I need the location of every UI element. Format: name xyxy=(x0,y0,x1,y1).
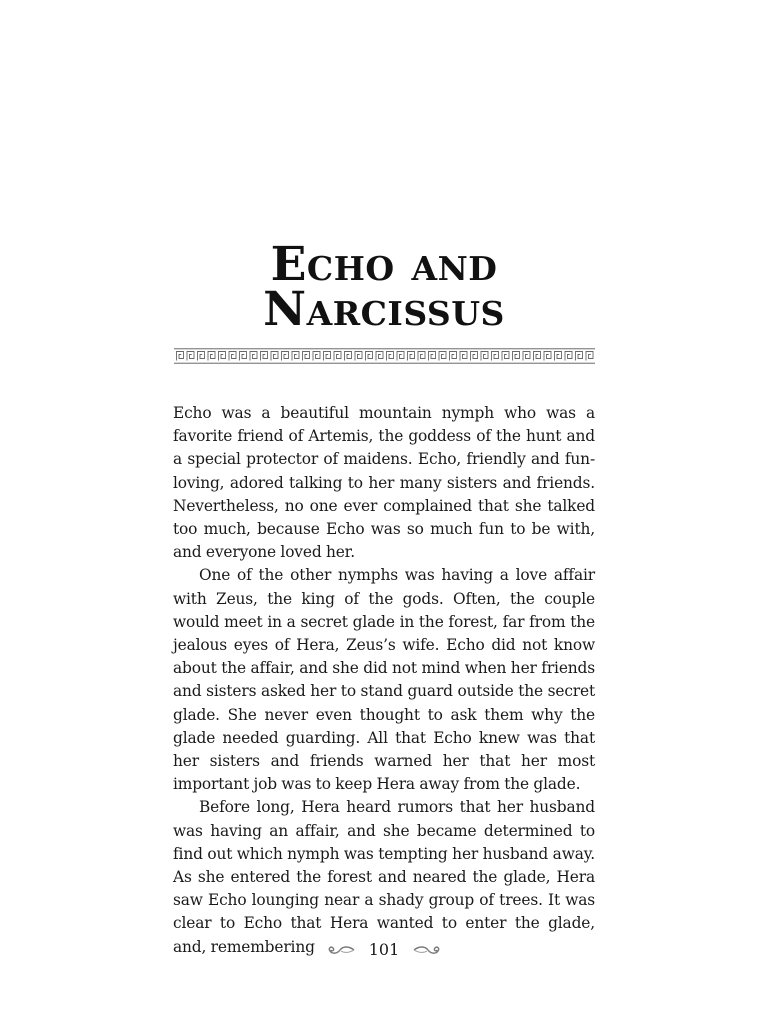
chapter-title xyxy=(0,237,768,337)
greek-key-border-icon xyxy=(174,348,595,364)
body-paragraph-1: Echo was a beautiful mountain nymph who was a favorite friend of Artemis, the goddess of the hunt and a special protector of maidens. Echo, friendly and fun-loving, adored talking to her many sisters and friends. Nevertheless, no one ever complained that she talked too much, because Echo was so much fun to be with, and everyone loved her. xyxy=(173,404,595,562)
chapter-body xyxy=(173,402,595,959)
body-paragraph-2: One of the other nymphs was having a love affair with Zeus, the king of the gods. Often, the couple would meet in a secret glade in the forest, far from the jealous eyes of Hera, Zeus’s wife. Echo did not know about the affair, and she did not mind when her friends and sisters asked her to stand guard outside the secret glade. She never even thought to ask them why the glade needed guarding. All that Echo knew was that her sisters and friends warned her that her most important job was to keep Hera away from the glade. xyxy=(173,566,595,794)
right-flourish-icon xyxy=(413,943,441,957)
page-footer xyxy=(0,938,768,961)
chapter-title-line-1: Echo and xyxy=(270,237,498,292)
chapter-title-line-2: Narcissus xyxy=(263,282,505,337)
body-paragraph-3: Before long, Hera heard rumors that her husband was having an affair, and she became determined to find out which nymph was tempting her husband away. As she entered the forest and neared the glade, Hera saw Echo lounging near a shady group of trees. It was clear to Echo that Hera wanted to enter the glade, and, remembering xyxy=(173,798,595,956)
left-flourish-icon xyxy=(327,943,355,957)
page-number: 101 xyxy=(368,939,400,959)
